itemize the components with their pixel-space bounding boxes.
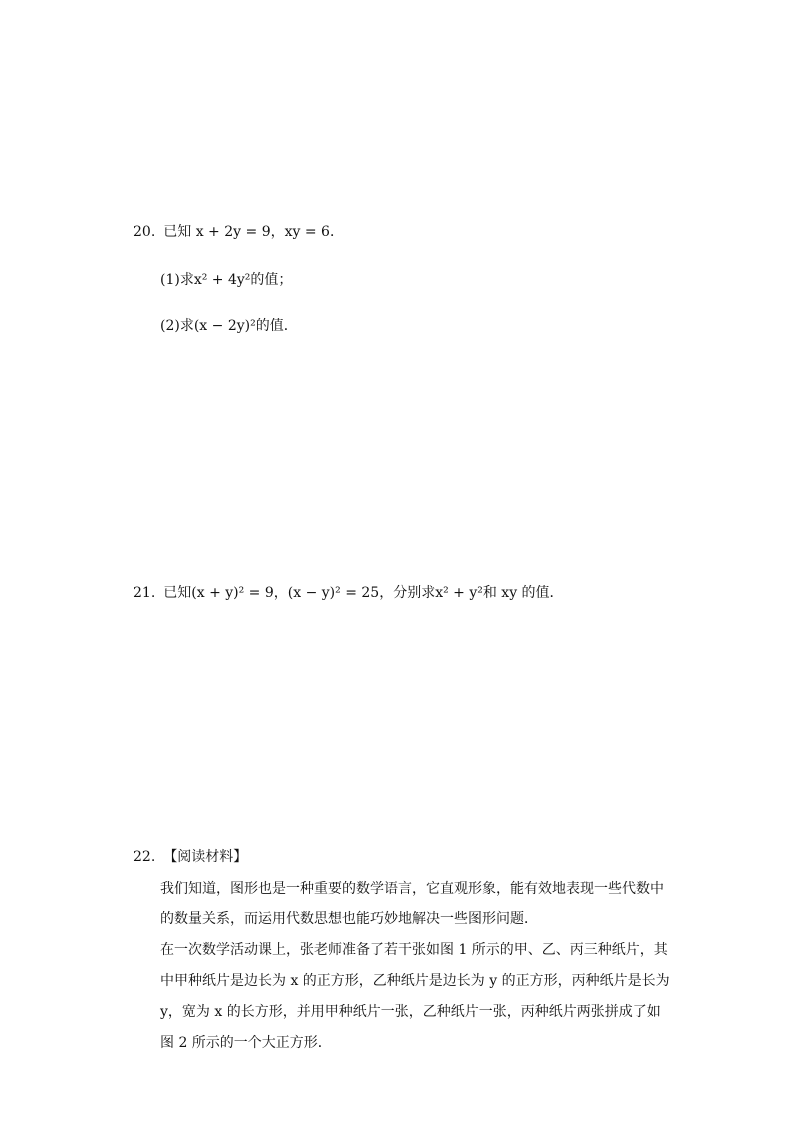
question-20-stem: [133, 222, 344, 242]
question-22-heading: [133, 847, 247, 867]
reading-material-line: 中甲种纸片是边长为 x 的正方形，乙种纸片是边长为 y 的正方形，丙种纸片是长为: [160, 973, 670, 989]
question-21-stem: [133, 583, 564, 603]
question-number: 20.: [133, 224, 156, 240]
reading-material-line: 在一次数学活动课上，张老师准备了若干张如图 1 所示的甲、乙、丙三种纸片，其: [160, 942, 668, 958]
question-20-part-2: (2)求(x − 2y)²的值．: [160, 318, 298, 334]
question-20-part-1: (1)求x² + 4y²的值；: [160, 272, 293, 288]
reading-material-line: 我们知道，图形也是一种重要的数学语言，它直观形象，能有效地表现一些代数中: [160, 881, 664, 897]
reading-material-line: y，宽为 x 的长方形，并用甲种纸片一张，乙种纸片一张，丙种纸片两张拼成了如: [160, 1004, 661, 1020]
reading-material-line: 图 2 所示的一个大正方形．: [160, 1035, 332, 1051]
question-text: 已知(x + y)² = 9，(x − y)² = 25，分别求x² + y²和 xy 的值．: [163, 585, 564, 601]
reading-material-line: 的数量关系，而运用代数思想也能巧妙地解决一些图形问题．: [160, 911, 538, 927]
question-number: 21.: [133, 585, 156, 601]
question-number: 22.: [133, 849, 156, 865]
question-text: 已知 x + 2y = 9，xy = 6．: [163, 224, 344, 240]
question-text: 【阅读材料】: [163, 849, 248, 865]
